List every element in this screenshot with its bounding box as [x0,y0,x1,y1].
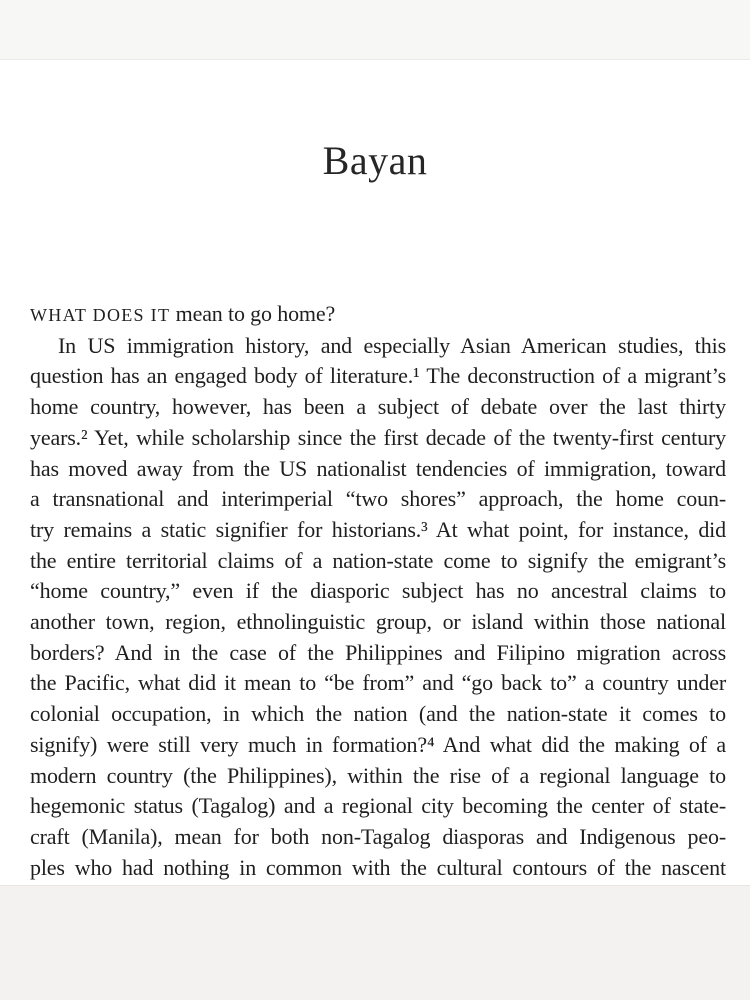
top-margin-band [0,0,750,60]
body-text [30,299,726,945]
book-page [0,60,750,886]
chapter-title: Bayan [322,138,428,183]
text-line: craft (Manila), mean for both non-Tagalog diasporas and Indigenous peo- [30,823,726,849]
text-line: colonial occupation, in which the nation (and the nation-state it comes to [30,701,726,727]
opener-smallcaps: WHAT DOES IT [30,305,171,325]
text-line: years.² Yet, while scholarship since the first decade of the twenty-first century [30,424,726,450]
text-line: modern country (the Philippines), within the rise of a regional language to [30,762,726,788]
text-line: has moved away from the US nationalist tendencies of immigration, toward [30,455,726,481]
opener-rest: mean to go home? [170,301,336,326]
text-line: home country, however, has been a subject of debate over the last thirty [30,394,726,420]
text-line: borders? And in the case of the Philippines and Filipino migration across [30,639,726,665]
text-line: hegemonic status (Tagalog) and a regional city becoming the center of state- [30,793,726,819]
text-line: a transnational and interimperial “two shores” approach, the home coun- [30,486,726,512]
text-line: try remains a static signifier for historians.³ At what point, for instance, did [30,516,726,542]
text-line: “home country,” even if the diasporic subject has no ancestral claims to [30,578,726,604]
text-line: question has an engaged body of literature.¹ The deconstruction of a migrant’s [30,363,726,389]
bottom-margin-band [0,886,750,1000]
text-line: the entire territorial claims of a nation-state come to signify the emigrant’s [30,547,726,573]
text-line: In US immigration history, and especially Asian American studies, this [58,332,726,358]
text-line: the Pacific, what did it mean to “be from” and “go back to” a country under [30,670,726,696]
text-line: ples who had nothing in common with the cultural contours of the nascent [30,854,726,880]
text-line: signify) were still very much in formation?⁴ And what did the making of a [30,731,726,757]
text-line: another town, region, ethnolinguistic group, or island within those national [30,609,726,635]
opener-line [30,299,726,331]
